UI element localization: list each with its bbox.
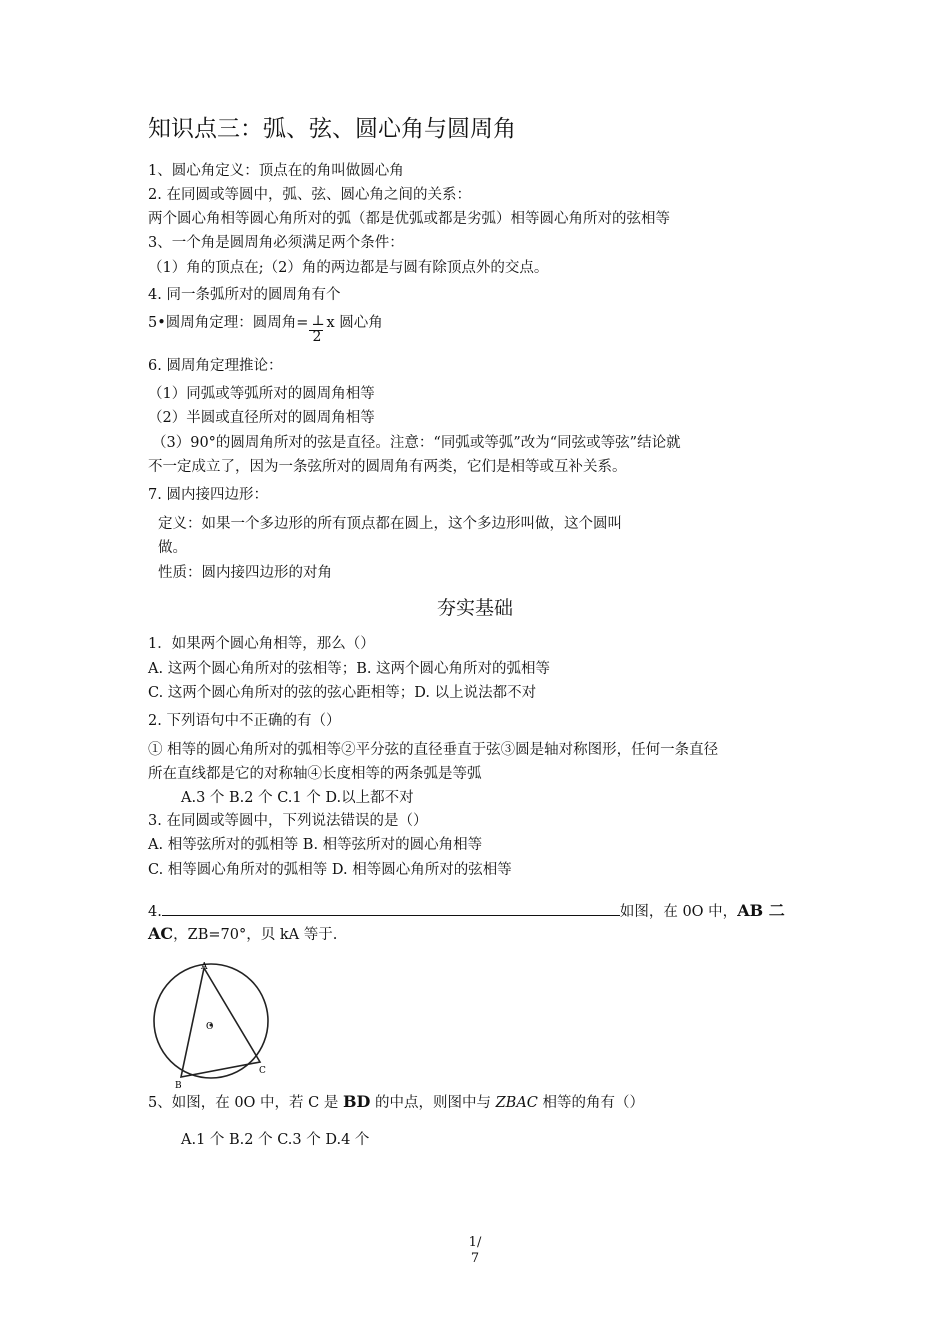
question-1-stem: 1．如果两个圆心角相等，那么（） xyxy=(148,636,375,652)
half-fraction xyxy=(308,313,326,345)
text-line: 性质：圆内接四边形的对角 xyxy=(158,565,332,581)
vertex-b-label: B xyxy=(175,1081,182,1091)
arc-bd-label: BD xyxy=(342,1092,371,1111)
inscribed-triangle xyxy=(181,968,260,1077)
text-line: 2. 在同圆或等圆中，弧、弦、圆心角之间的关系： xyxy=(148,187,471,203)
question-4-text: ，ZB=70°，贝 kA 等于. xyxy=(173,927,338,943)
text-line: 6. 圆周角定理推论： xyxy=(148,358,283,374)
circle-figure xyxy=(148,958,278,1092)
question-2-options: A.3 个 B.2 个 C.1 个 D.以上都不对 xyxy=(181,790,414,806)
page-heading: 知识点三：弧、弦、圆心角与圆周角 xyxy=(148,116,516,142)
question-2-body: 所在直线都是它的对称轴④长度相等的两条弧是等弧 xyxy=(148,766,482,782)
text-line: 1、圆心角定义：顶点在的角叫做圆心角 xyxy=(148,163,404,179)
page-number-bottom: 7 xyxy=(470,1251,480,1266)
text-line: （1）角的顶点在;（2）角的两边都是与圆有除顶点外的交点。 xyxy=(148,260,549,276)
text-line: （3）90°的圆周角所对的弦是直径。注意：“同弧或等弧”改为“同弦或等弦”结论就 xyxy=(152,435,681,451)
vertex-c-label: C xyxy=(259,1066,266,1076)
text-line: （1）同弧或等弧所对的圆周角相等 xyxy=(148,386,375,402)
text-line: 4. 同一条弧所对的圆周角有个 xyxy=(148,287,341,303)
question-3-stem: 3. 在同圆或等圆中，下列说法错误的是（） xyxy=(148,813,428,829)
text-line: 不一定成立了，因为一条弦所对的圆周角有两类，它们是相等或互补关系。 xyxy=(148,459,627,475)
text-line: 7. 圆内接四边形： xyxy=(148,487,268,503)
text-line: 定义：如果一个多边形的所有顶点都在圆上，这个多边形叫做，这个圆叫 xyxy=(158,516,622,532)
vertex-a-label: A xyxy=(201,962,208,972)
text-line: （2）半圆或直径所对的圆周角相等 xyxy=(148,410,375,426)
theorem-suffix: x 圆心角 xyxy=(326,315,383,331)
page-number-top: 1/ xyxy=(468,1235,482,1250)
question-3-options: C. 相等圆心角所对的弧相等 D. 相等圆心角所对的弦相等 xyxy=(148,862,512,878)
question-1-options: C. 这两个圆心角所对的弦的弦心距相等；D. 以上说法都不对 xyxy=(148,685,537,701)
arc-ab-label: AB 二 xyxy=(737,901,785,920)
text-line: 做。 xyxy=(158,540,187,556)
question-3-options: A. 相等弦所对的弧相等 B. 相等弦所对的圆心角相等 xyxy=(148,837,483,853)
question-4-line2 xyxy=(148,925,337,944)
theorem-prefix: 5•圆周角定理：圆周角= xyxy=(148,315,309,331)
question-4-number: 4. xyxy=(148,904,162,920)
question-2-body: ① 相等的圆心角所对的弧相等②平分弦的直径垂直于弦③圆是轴对称图形，任何一条直径 xyxy=(148,742,719,758)
section-title: 夯实基础 xyxy=(436,597,513,619)
question-2-stem: 2. 下列语句中不正确的有（） xyxy=(148,713,341,729)
question-4-text: 如图，在 0O 中， xyxy=(619,904,738,920)
answer-blank xyxy=(162,900,620,916)
theorem-line xyxy=(148,313,383,345)
text-line: 3、一个角是圆周角必须满足两个条件： xyxy=(148,235,404,251)
question-5-text: 相等的角有（） xyxy=(537,1095,645,1111)
center-o-label: O xyxy=(206,1022,214,1032)
text-line: 两个圆心角相等圆心角所对的弧（都是优弧或都是劣弧）相等圆心角所对的弦相等 xyxy=(148,211,670,227)
angle-bac-label: ZBAC xyxy=(495,1095,538,1111)
fraction-numerator: ⊥ xyxy=(311,313,325,329)
question-5-text: 的中点，则图中与 xyxy=(370,1095,496,1111)
arc-ac-label: AC xyxy=(148,924,174,943)
question-5-stem xyxy=(148,1093,644,1112)
fraction-denominator: 2 xyxy=(312,329,322,345)
question-1-options: A. 这两个圆心角所对的弦相等；B. 这两个圆心角所对的弧相等 xyxy=(148,661,551,677)
question-4-line1 xyxy=(148,900,785,921)
question-5-options: A.1 个 B.2 个 C.3 个 D.4 个 xyxy=(181,1132,370,1148)
question-5-text: 5、如图，在 0O 中，若 C 是 xyxy=(148,1095,343,1111)
